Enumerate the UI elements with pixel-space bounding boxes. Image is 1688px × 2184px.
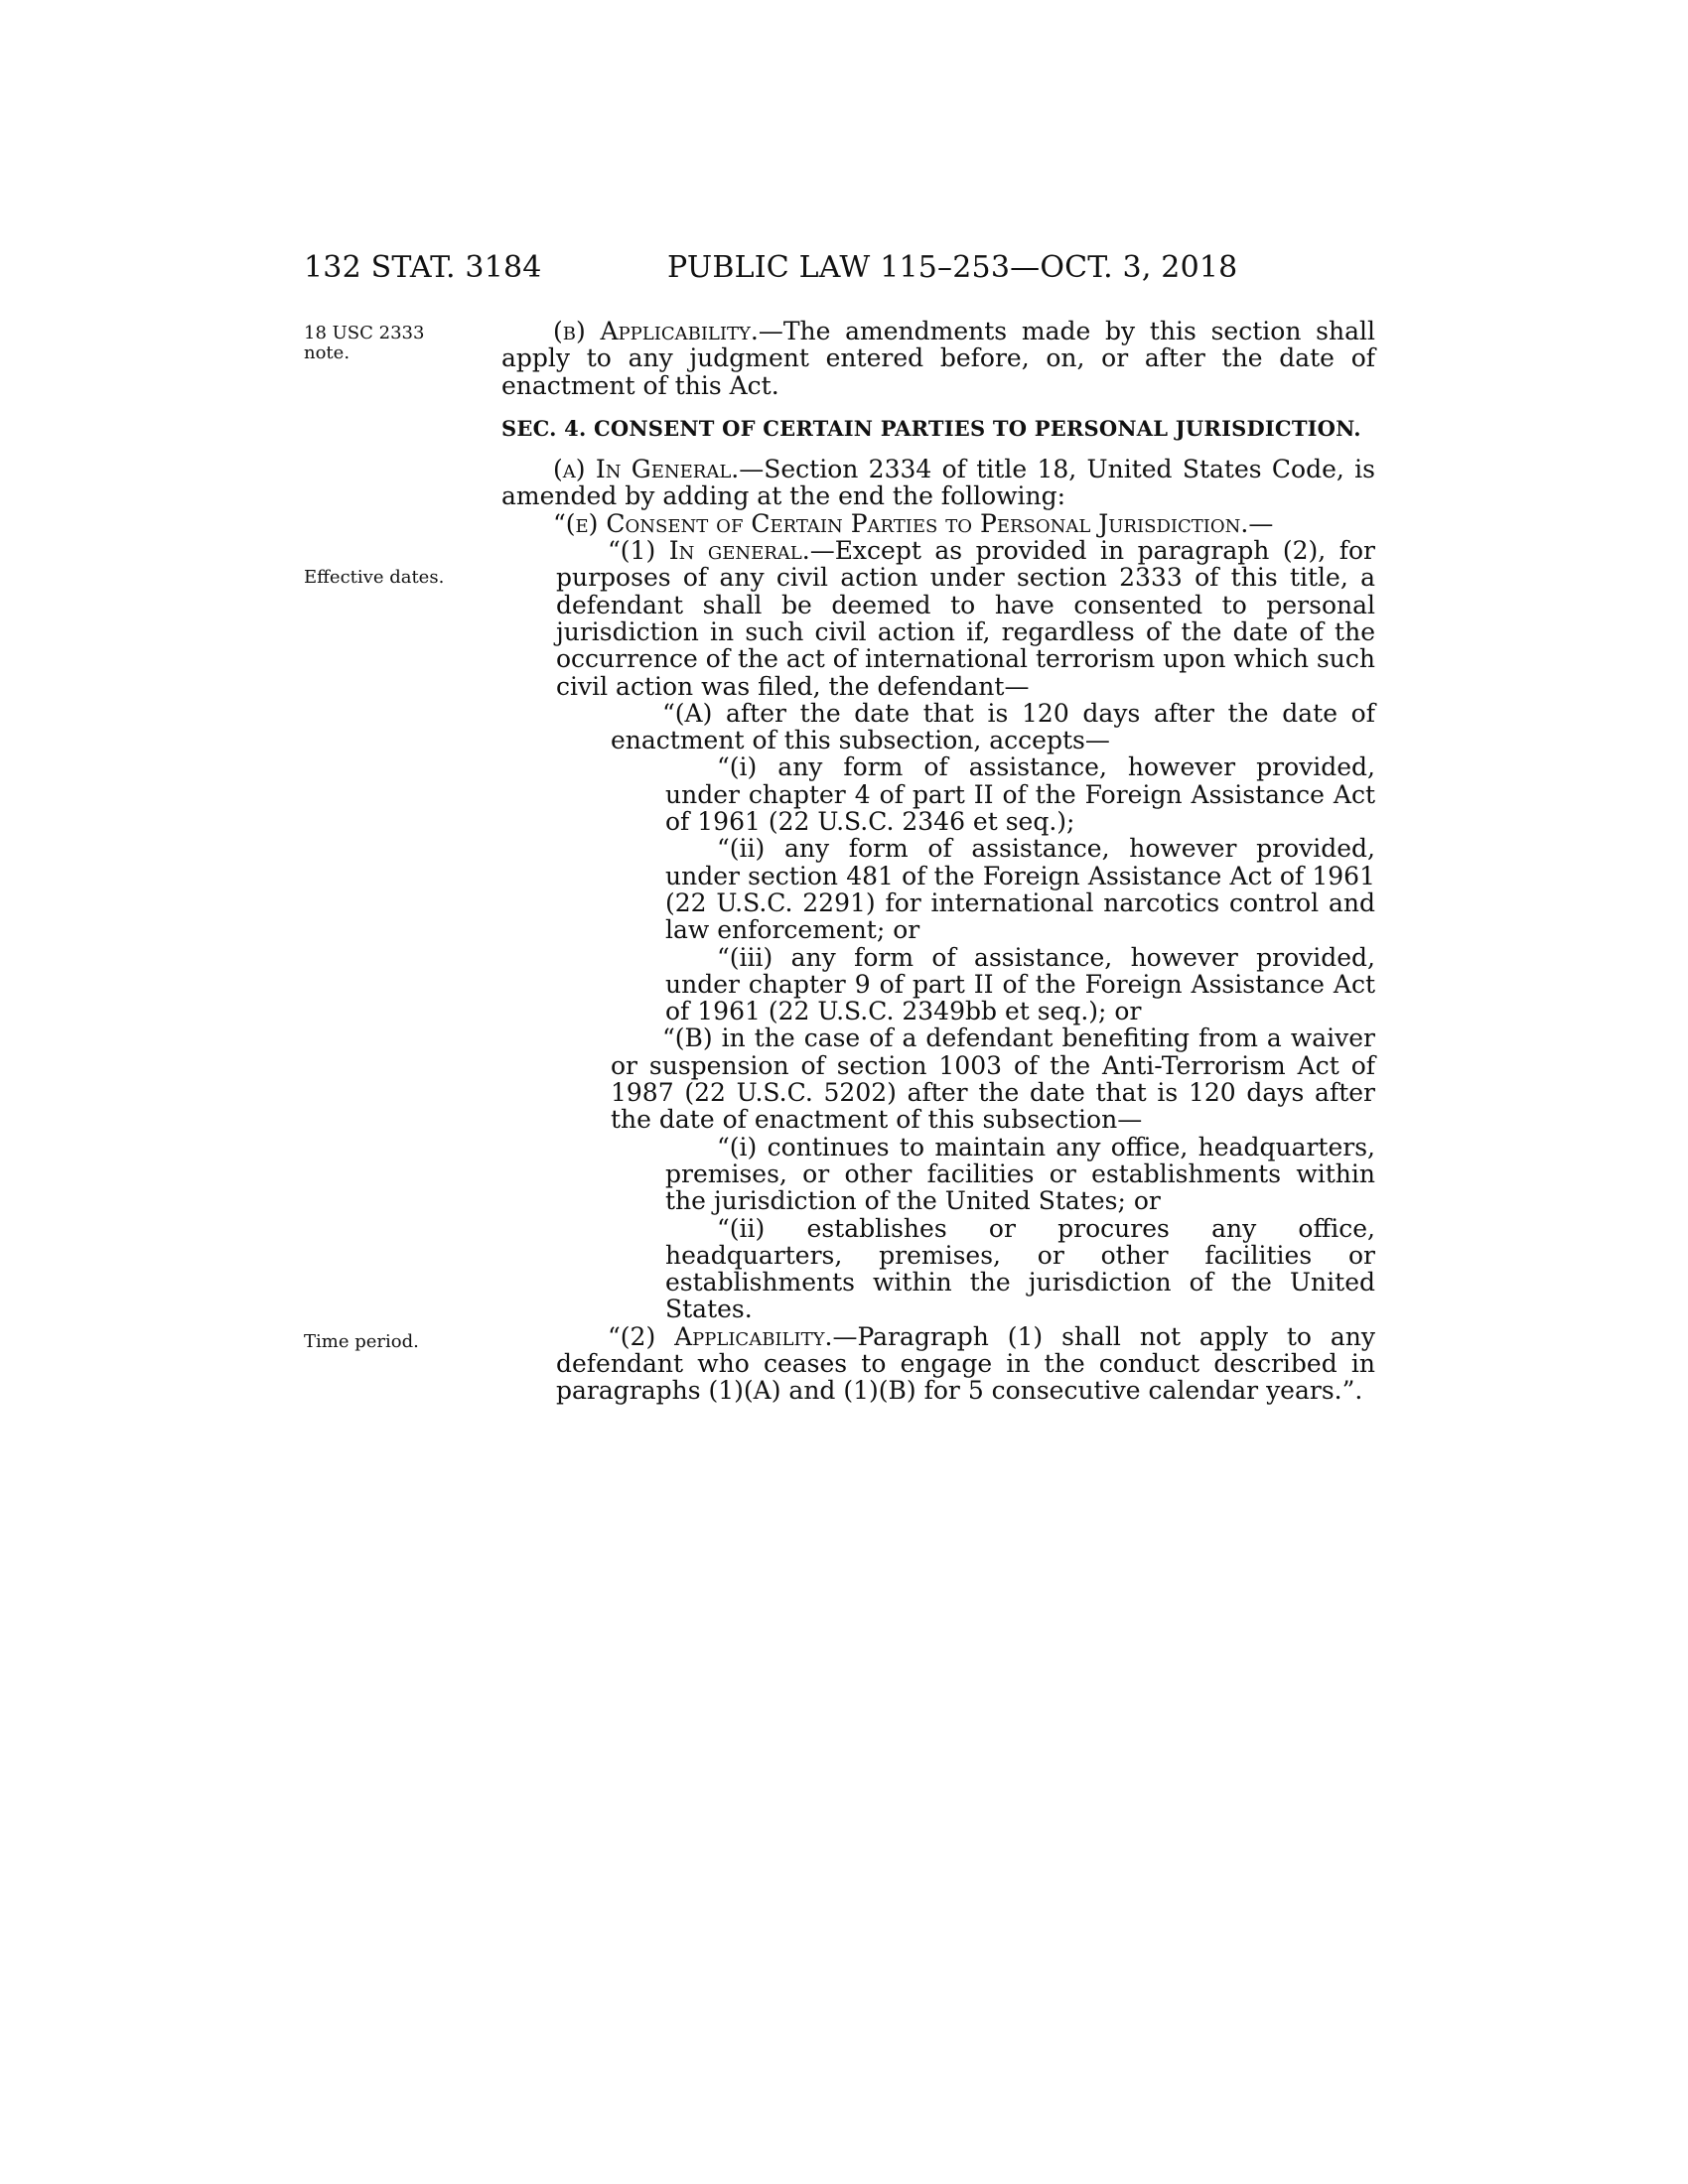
stat-page-number: 132 STAT. 3184 [304,250,542,285]
margin-note-time-period: Time period. [304,1331,419,1352]
clause-a-i: “(i) any form of assistance, however provided, under chapter 4 of part II of the Foreign Assistance Act of 1961 (22 U.S.C. 2346 et seq.); [665,752,1375,837]
margin-note-usc-line2: note. [304,342,351,363]
paragraph-2-text: —Paragraph (1) shall not apply to any defendant who ceases to engage in the conduct described in paragraphs (1)(A) and (1)(B) for 5 consecutive calendar years.”. [556,1321,1375,1406]
paragraph-2 [501,1323,1375,1405]
subparagraph-b: “(B) in the case of a defendant benefiting from a waiver or suspension of section 1003 of the Anti-Terrorism Act of 1987 (22 U.S.C. 5202) after the date that is 120 days after the date of enactment of this subsection— [611,1024,1375,1135]
paragraph-2-heading: “(2) Applicability. [608,1321,833,1351]
body-text [501,318,1375,1405]
paragraph-1 [501,537,1375,700]
paragraph-1-text: —Except as provided in paragraph (2), for purposes of any civil action under section 2333 of this title, a defendant shall be deemed to have consented to personal jurisdiction in such civil action if, regardless of the date of the occurrence of the act of international terrorism upon which such civil action was filed, the defendant— [556,536,1375,701]
section-heading: SEC. 4. CONSENT OF CERTAIN PARTIES TO PERSONAL JURISDICTION. [501,415,1361,441]
margin-note-effective-dates: Effective dates. [304,567,445,588]
running-head: PUBLIC LAW 115–253—OCT. 3, 2018 [667,250,1238,285]
margin-note-usc-line1: 18 USC 2333 [304,323,425,343]
clause-a-iii: “(iii) any form of assistance, however provided, under chapter 9 of part II of the Foreign Assistance Act of 1961 (22 U.S.C. 2349bb et seq.); or [665,942,1375,1026]
subsection-a [501,456,1375,510]
subsection-e-dash: — [1248,508,1274,538]
subsection-a-text: —Section 2334 of title 18, United States Code, is amended by adding at the end the following: [501,455,1375,511]
subsection-b [501,318,1375,399]
subsection-e [501,510,1375,537]
subsection-b-text: —The amendments made by this section shall apply to any judgment entered before, on, or after the date of enactment of this Act. [501,317,1375,400]
paragraph-1-heading: “(1) In general. [608,536,810,566]
subsection-a-heading: (a) In General. [553,455,740,484]
subsection-b-heading: (b) Applicability. [553,317,759,345]
clause-b-i: “(i) continues to maintain any office, headquarters, premises, or other facilities or establishments within the jurisdiction of the United States; or [665,1132,1375,1216]
margin-note-usc [304,324,424,363]
clause-b-ii: “(ii) establishes or procures any office, headquarters, premises, or other facilities or establishments within the jurisdiction of the United States. [665,1213,1375,1324]
subparagraph-a: “(A) after the date that is 120 days after the date of enactment of this subsection, accepts— [611,698,1375,755]
subsection-e-heading: “(e) Consent of Certain Parties to Personal Jurisdiction. [553,508,1249,538]
clause-a-ii: “(ii) any form of assistance, however provided, under section 481 of the Foreign Assistance Act of 1961 (22 U.S.C. 2291) for international narcotics control and law enforcement; or [665,834,1375,945]
